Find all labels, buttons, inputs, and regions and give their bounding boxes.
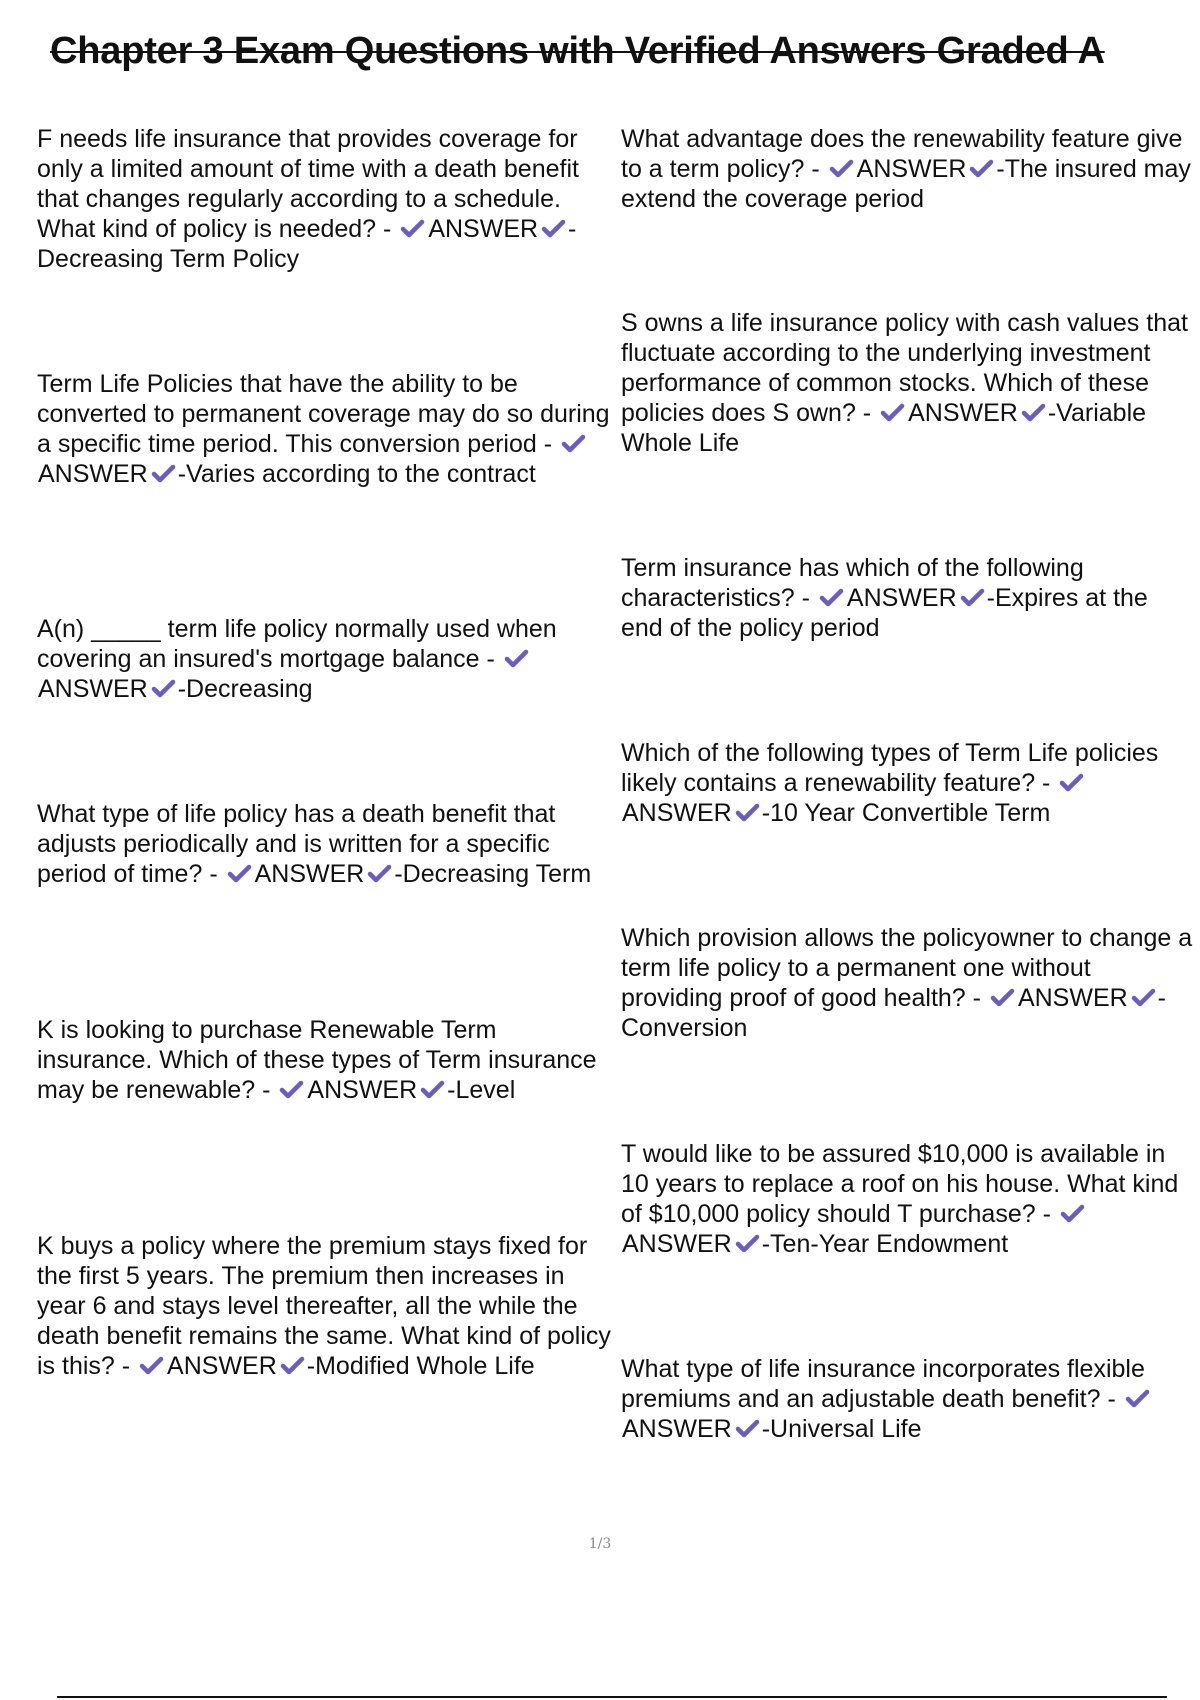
check-icon xyxy=(988,987,1017,1009)
answer-line xyxy=(225,860,592,888)
answer-text: -Modified Whole Life xyxy=(306,1352,535,1380)
question-text: K is looking to purchase Renewable Term insurance. Which of these types of Term insurance may be renewable? - xyxy=(37,1016,597,1104)
qa-item-4 xyxy=(37,369,612,489)
qa-item-6 xyxy=(37,614,612,704)
qa-item-13 xyxy=(621,1354,1196,1444)
qa-item-1 xyxy=(37,124,612,274)
answer-label: ANSWER xyxy=(428,215,539,243)
answer-label: ANSWER xyxy=(846,584,957,612)
check-icon xyxy=(278,1355,307,1377)
answer-text: -The insured may extend the coverage period xyxy=(621,155,1191,213)
check-icon xyxy=(967,158,996,180)
answer-label: ANSWER xyxy=(307,1076,418,1104)
check-icon xyxy=(1019,402,1048,424)
answer-text: -10 Year Convertible Term xyxy=(761,799,1051,827)
question-text: Which of the following types of Term Life policies likely contains a renewability feature? - xyxy=(621,739,1159,797)
check-icon xyxy=(137,1355,166,1377)
question-text: K buys a policy where the premium stays fixed for the first 5 years. The premium then increases in year 6 and stays level thereafter, all the while the death benefit remains the same. What kind of policy is this? - xyxy=(37,1232,611,1380)
check-icon xyxy=(1057,772,1086,794)
footer-rule xyxy=(57,1696,1167,1698)
answer-label: ANSWER xyxy=(856,155,967,183)
page-title: Chapter 3 Exam Questions with Verified Answers Graded A xyxy=(50,30,1105,72)
answer-label: ANSWER xyxy=(254,860,365,888)
check-icon xyxy=(365,863,394,885)
check-icon xyxy=(827,158,856,180)
check-icon xyxy=(225,863,254,885)
answer-line xyxy=(137,1352,535,1380)
qa-item-3 xyxy=(621,308,1196,458)
question-text: What type of life policy has a death benefit that adjusts periodically and is written for a specific period of time? - xyxy=(37,800,556,888)
answer-text: -Conversion xyxy=(621,984,1166,1042)
question-text: What type of life insurance incorporates flexible premiums and an adjustable death benefit? - xyxy=(621,1355,1145,1413)
question-text: T would like to be assured $10,000 is available in 10 years to replace a roof on his house. What kind of $10,000 policy should T purchase? - xyxy=(621,1140,1179,1228)
answer-line xyxy=(277,1076,515,1104)
check-icon xyxy=(733,802,762,824)
answer-label: ANSWER xyxy=(622,799,732,827)
answer-label: ANSWER xyxy=(38,460,148,488)
answer-text: -Universal Life xyxy=(761,1415,922,1443)
check-icon xyxy=(733,1233,762,1255)
check-icon xyxy=(958,587,987,609)
answer-text: -Ten-Year Endowment xyxy=(761,1230,1009,1258)
qa-item-11 xyxy=(621,1139,1196,1259)
check-icon xyxy=(149,678,178,700)
answer-label: ANSWER xyxy=(908,399,1018,427)
qa-item-2 xyxy=(621,124,1196,214)
qa-item-5 xyxy=(621,553,1196,643)
answer-text: -Varies according to the contract xyxy=(177,460,536,488)
answer-label: ANSWER xyxy=(1017,984,1128,1012)
page-number: 1/3 xyxy=(588,1536,612,1552)
qa-item-10 xyxy=(37,1015,612,1105)
answer-label: ANSWER xyxy=(38,675,148,703)
answer-text: -Level xyxy=(447,1076,516,1104)
answer-text: -Decreasing xyxy=(177,675,313,703)
question-text: Term Life Policies that have the ability to be converted to permanent coverage may do so during a specific time period. This conversion period - xyxy=(37,370,610,458)
check-icon xyxy=(149,463,178,485)
question-text: S owns a life insurance policy with cash values that fluctuate according to the underlying investment performance of common stocks. Which of these policies does S own? - xyxy=(621,309,1188,427)
check-icon xyxy=(733,1418,762,1440)
check-icon xyxy=(1058,1203,1087,1225)
check-icon xyxy=(277,1079,306,1101)
check-icon xyxy=(539,218,568,240)
answer-text: -Decreasing Term Policy xyxy=(37,215,577,273)
answer-label: ANSWER xyxy=(622,1415,732,1443)
question-text: A(n) _____ term life policy normally used when covering an insured's mortgage balance - xyxy=(37,615,557,673)
check-icon xyxy=(418,1079,447,1101)
question-text: F needs life insurance that provides coverage for only a limited amount of time with a death benefit that changes regularly according to a schedule. What kind of policy is needed? - xyxy=(37,125,579,243)
qa-item-12 xyxy=(37,1231,612,1381)
qa-item-9 xyxy=(621,923,1196,1043)
check-icon xyxy=(817,587,846,609)
check-icon xyxy=(398,218,427,240)
question-text: Which provision allows the policyowner to change a term life policy to a permanent one without providing proof of good health? - xyxy=(621,924,1193,1012)
check-icon xyxy=(878,402,907,424)
check-icon xyxy=(559,433,588,455)
question-text: What advantage does the renewability feature give to a term policy? - xyxy=(621,125,1183,183)
answer-text: -Expires at the end of the policy period xyxy=(621,584,1148,642)
answer-text: -Decreasing Term xyxy=(394,860,592,888)
question-text: Term insurance has which of the following characteristics? - xyxy=(621,554,1084,612)
qa-item-8 xyxy=(37,799,612,889)
answer-label: ANSWER xyxy=(167,1352,277,1380)
qa-item-7 xyxy=(621,738,1196,828)
check-icon xyxy=(1123,1388,1152,1410)
answer-text: -Variable Whole Life xyxy=(621,399,1147,457)
answer-label: ANSWER xyxy=(622,1230,732,1258)
check-icon xyxy=(1129,987,1158,1009)
check-icon xyxy=(502,648,531,670)
